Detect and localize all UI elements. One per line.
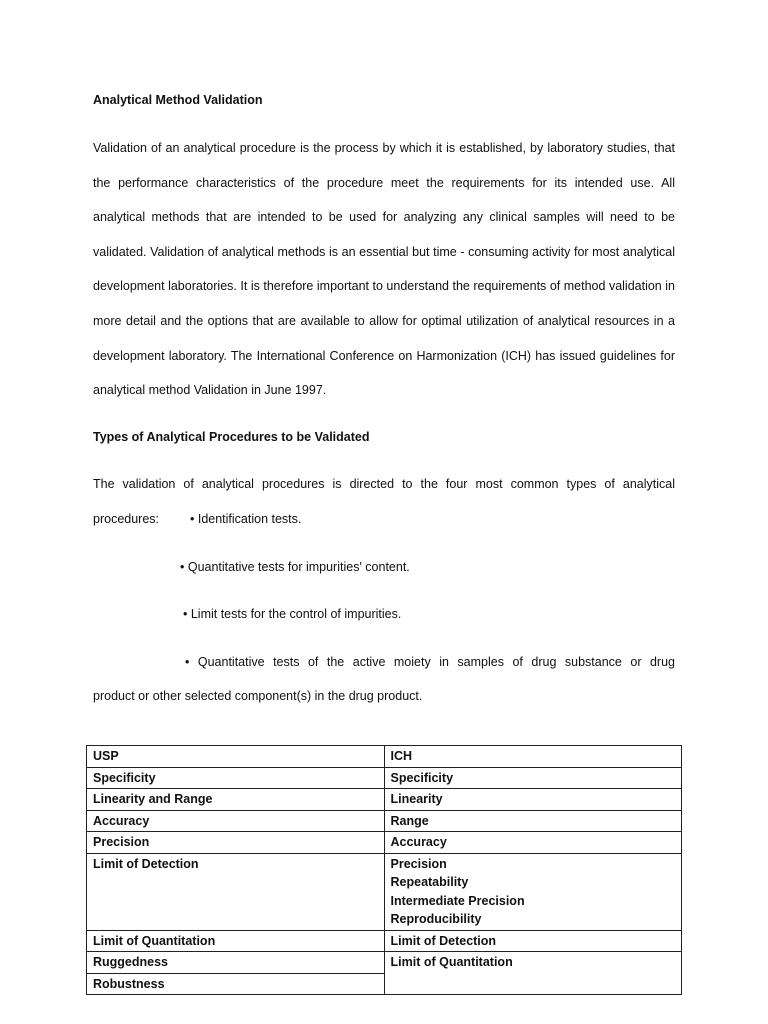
table-cell-usp — [87, 853, 385, 930]
bullet-item-limit-tests: • Limit tests for the control of impurities. — [183, 607, 402, 621]
procedures-label: procedures: — [93, 512, 160, 526]
table-header-row — [87, 746, 682, 768]
table-row — [87, 767, 682, 789]
table-cell-text: Accuracy — [93, 813, 150, 828]
table-cell-text: Specificity — [390, 770, 454, 785]
procedures-intro-line: The validation of analytical procedures is directed to the four most common types of analytical — [93, 477, 675, 491]
table-cell-usp — [87, 789, 385, 811]
intro-paragraph: Validation of an analytical procedure is the process by which it is established, by laboratory studies, that the performance characteristics of the procedure meet the requirements for its intended use. All analytical methods that are intended to be used for analyzing any clinical samples will need to be validated. Validation of analytical methods is an essential but time - consuming activity for most analytical development laboratories. It is therefore important to understand the requirements of method validation in more detail and the options that are available to allow for optimal utilization of analytical resources in a development laboratory. The International Conference on Harmonization (ICH) has issued guidelines for analytical method Validation in June 1997. — [93, 141, 675, 398]
table-cell-text: Limit of Quantitation — [390, 955, 513, 969]
table-cell-ich — [384, 810, 682, 832]
table-cell-usp — [87, 832, 385, 854]
table-cell-text: Specificity — [93, 770, 156, 785]
table-cell-usp — [87, 767, 385, 789]
table-row — [87, 952, 682, 974]
table-cell-ich — [384, 952, 682, 995]
table-cell-ich — [384, 853, 682, 930]
table-cell-usp — [87, 952, 385, 974]
table-cell-text: Linearity — [390, 792, 443, 806]
table-cell-ich — [384, 789, 682, 811]
usp-ich-comparison-table — [86, 745, 682, 995]
table-cell-ich — [384, 930, 682, 952]
table-cell-text: Linearity and Range — [93, 792, 213, 806]
table-row — [87, 853, 682, 930]
table-cell-ich — [384, 767, 682, 789]
bullet-item-impurities-content: • Quantitative tests for impurities' content. — [180, 560, 410, 574]
table-header-ich: ICH — [384, 746, 682, 768]
table-cell-text: Limit of Detection — [390, 933, 497, 948]
table-row — [87, 789, 682, 811]
heading-analytical-method-validation: Analytical Method Validation — [93, 93, 263, 107]
table-cell-ich — [384, 832, 682, 854]
table-cell-usp — [87, 973, 385, 995]
bullet-item-active-moiety-continuation: product or other selected component(s) in the drug product. — [93, 689, 423, 703]
table-cell-text: Range — [390, 813, 429, 828]
table-cell-text: Precision — [390, 856, 447, 871]
table-cell-text: Intermediate Precision — [390, 893, 525, 908]
table-row — [87, 930, 682, 952]
heading-types-of-procedures: Types of Analytical Procedures to be Validated — [93, 430, 370, 444]
table-header-usp: USP — [87, 746, 385, 768]
table-cell-text: Reproducibility — [390, 912, 482, 926]
bullet-item-active-moiety: • Quantitative tests of the active moiety in samples of drug substance or drug — [185, 655, 675, 669]
table-cell-text: Precision — [93, 835, 150, 849]
bullet-item-identification: • Identification tests. — [190, 512, 302, 526]
table-cell-text: Repeatability — [390, 875, 469, 889]
table-cell-text: Ruggedness — [93, 955, 169, 969]
table-cell-usp — [87, 930, 385, 952]
table-row — [87, 810, 682, 832]
table-cell-text: Accuracy — [390, 835, 447, 849]
table-row — [87, 832, 682, 854]
table-cell-text: Limit of Detection — [93, 856, 199, 871]
table-cell-text: Robustness — [93, 976, 165, 991]
table-cell-text: Limit of Quantitation — [93, 933, 216, 948]
table-cell-usp — [87, 810, 385, 832]
